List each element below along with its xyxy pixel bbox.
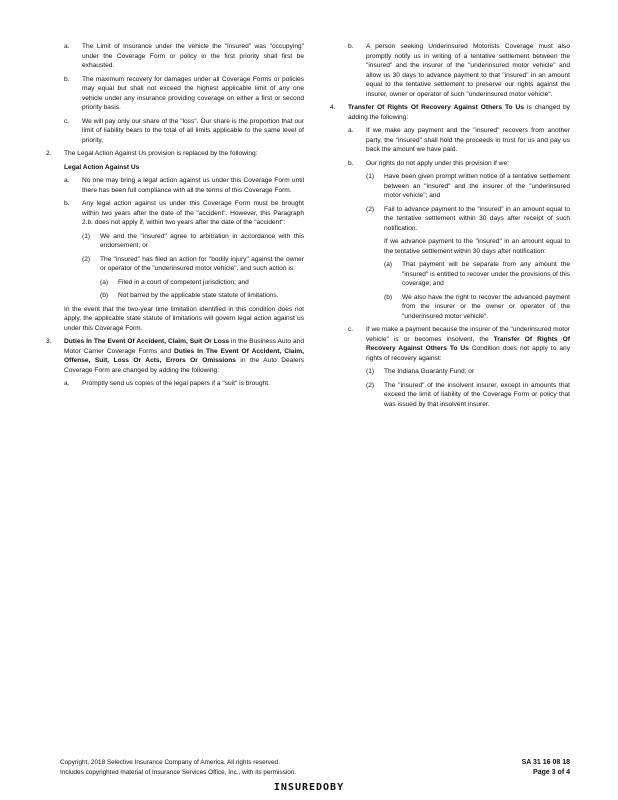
paragraph: In the event that the two-year time limitation identified in this condition does not apply, the applicable state statute of limitations will govern legal action against us under this Coverage Form.: [64, 305, 304, 332]
list-item: [64, 176, 304, 195]
item-label: (b): [100, 292, 109, 299]
item-text: We will pay only our share of the "loss". Our share is the proportion that our limit of liability bears to the total of all limits applicable to the same level of priority.: [82, 117, 304, 144]
list-item: [366, 172, 570, 201]
list-item: [100, 278, 304, 288]
list-item: [82, 232, 304, 251]
list-item: [100, 291, 304, 301]
bold-text: Transfer Of Rights Of Recovery Against Others To Us: [366, 335, 570, 352]
section-heading: Legal Action Against Us: [64, 163, 140, 171]
list-item: [366, 367, 570, 377]
item-label: (2): [366, 205, 375, 213]
right-column: [330, 42, 570, 413]
list-item: [384, 260, 570, 289]
item-text: Any legal action against us under this Coverage Form must be brought within two years after the date of the "accident". However, this Paragraph 2.b. does not apply if, within two years after the date of the "accident":: [82, 200, 304, 226]
item-label: b.: [348, 159, 354, 167]
section-2: [46, 149, 304, 159]
list-item: [384, 293, 570, 322]
item-label: (1): [366, 368, 375, 375]
section-3: [46, 337, 304, 375]
item-label: b.: [64, 200, 70, 207]
item-text: We and the "insured" agree to arbitration in accordance with this endorsement; or: [100, 232, 304, 249]
section-number: 4.: [330, 104, 336, 111]
item-text: Promptly send us copies of the legal papers if a "suit" is brought.: [82, 380, 270, 387]
section-number: 2.: [46, 150, 52, 157]
item-label: c.: [64, 117, 70, 125]
page-number: Page 3 of 4: [533, 768, 570, 776]
section-number: 3.: [46, 338, 52, 345]
text: If we make a payment because the insurer of the "underinsured motor vehicle" is or becomes insolvent, the: [366, 326, 570, 343]
text: in the Auto Dealers Coverage Form are changed by adding the following:: [64, 357, 305, 374]
item-text: The Indiana Guaranty Fund; or: [384, 368, 475, 375]
item-text: Not barred by the applicable state statute of limitations.: [118, 292, 279, 299]
list-item: [64, 379, 304, 389]
item-text: No one may bring a legal action against us under this Coverage Form until there has been full compliance with all the terms of this Coverage Form.: [82, 177, 304, 194]
list-item: [348, 325, 570, 363]
item-label: (2): [366, 381, 375, 389]
section-text: [64, 337, 304, 375]
item-text: We also have the right to recover the advanced payment from the insurer or the owner or operator of the "underinsured motor vehicle".: [402, 293, 570, 320]
list-item: [348, 126, 570, 155]
left-column: [46, 42, 304, 393]
list-item: [64, 199, 304, 228]
list-item: [366, 205, 570, 234]
item-text: If we make any payment and the "insured" recovers from another party, the "insured" shall hold the proceeds in trust for us and pay us back the amount we have paid.: [366, 127, 570, 153]
item-text: [366, 325, 570, 363]
item-text: The maximum recovery for damages under all Coverage Forms or policies may equal but shall not exceed the highest applicable limit of any one vehicle under any insurance providing coverage on either a first or second priority basis.: [82, 75, 304, 111]
bold-text: Duties In The Event Of Accident, Claim, Offense, Suit, Loss Or Acts, Errors Or Omissions: [64, 347, 304, 364]
copyright-line: Includes copyrighted material of Insurance Services Office, Inc., with its permission.: [60, 768, 297, 776]
list-item: [348, 159, 570, 169]
item-label: a.: [64, 380, 70, 387]
item-label: b.: [64, 75, 70, 83]
watermark: INSUREDOBY: [273, 782, 345, 793]
item-text: Our rights do not apply under this provision if we:: [366, 159, 509, 167]
list-item: [348, 42, 570, 99]
text: Condition does not apply to any rights of recovery against:: [366, 345, 570, 362]
list-item: [64, 117, 304, 146]
item-text: Filed in a court of competent jurisdiction; and: [118, 278, 249, 286]
item-label: (a): [100, 278, 109, 286]
page-footer: [496, 758, 570, 777]
item-label: (2): [82, 255, 91, 263]
item-label: a.: [64, 177, 70, 184]
list-item: [366, 381, 570, 410]
item-text: The "insured" of the insolvent insurer, except in amounts that exceed the limit of liability of the Coverage Form or policy that was issued by that insolvent insurer.: [384, 381, 570, 408]
section-text: [348, 103, 570, 122]
list-item: [64, 75, 304, 113]
form-number: SA 31 16 08 18: [521, 759, 570, 766]
item-text: Have been given prompt written notice of a tentative settlement between an "insured" and the insurer of the "underinsured motor vehicle"; and: [384, 173, 570, 199]
section-4: [330, 103, 570, 122]
item-label: c.: [348, 326, 354, 333]
text: is changed by adding the following:: [348, 104, 570, 121]
item-text: Fail to advance payment to the "insured" in an amount equal to the tentative settlement within 30 days after receipt of such notification.: [384, 205, 570, 232]
list-item: [82, 255, 304, 274]
item-label: (1): [366, 173, 375, 180]
item-text: That payment will be separate from any amount the "insured" is entitled to recover under the provisions of this coverage; and: [402, 261, 570, 287]
list-item: [64, 42, 304, 71]
section-text: The Legal Action Against Us provision is replaced by the following:: [64, 150, 258, 157]
item-text: A person seeking Underinsured Motorists Coverage must also promptly notify us in writing of a tentative settlement between the "insured" and the insurer of the "underinsured motor vehicle" and allow us 30 days to advance payment to that "insured" in an amount equal to the tentative settlement to preserve our rights against the insurer, owner or operator of such "underinsured motor vehicle".: [366, 43, 570, 98]
text: in the Business Auto and Motor Carrier Coverage Forms and: [64, 338, 304, 355]
item-label: a.: [348, 127, 354, 134]
bold-text: Transfer Of Rights Of Recovery Against Others To Us: [348, 104, 524, 111]
paragraph: If we advance payment to the "insured" in an amount equal to the tentative settlement within 30 days after notification:: [384, 238, 570, 255]
copyright-footer: [60, 758, 390, 777]
item-label: (a): [384, 261, 393, 268]
item-label: (b): [384, 293, 393, 301]
item-label: b.: [348, 43, 354, 50]
bold-text: Duties In The Event Of Accident, Claim, Suit Or Loss: [64, 338, 230, 345]
item-text: The Limit of Insurance under the vehicle the "insured" was "occupying" under the Coverage Form or policy in the first priority shall first be exhausted.: [82, 43, 304, 69]
item-text: The "insured" has filed an action for "bodily injury" against the owner or operator of the "underinsured motor vehicle", and such action is:: [100, 255, 304, 272]
item-label: (1): [82, 232, 91, 240]
copyright-line: Copyright, 2018 Selective Insurance Company of America. All rights reserved.: [60, 759, 280, 766]
item-label: a.: [64, 43, 70, 50]
